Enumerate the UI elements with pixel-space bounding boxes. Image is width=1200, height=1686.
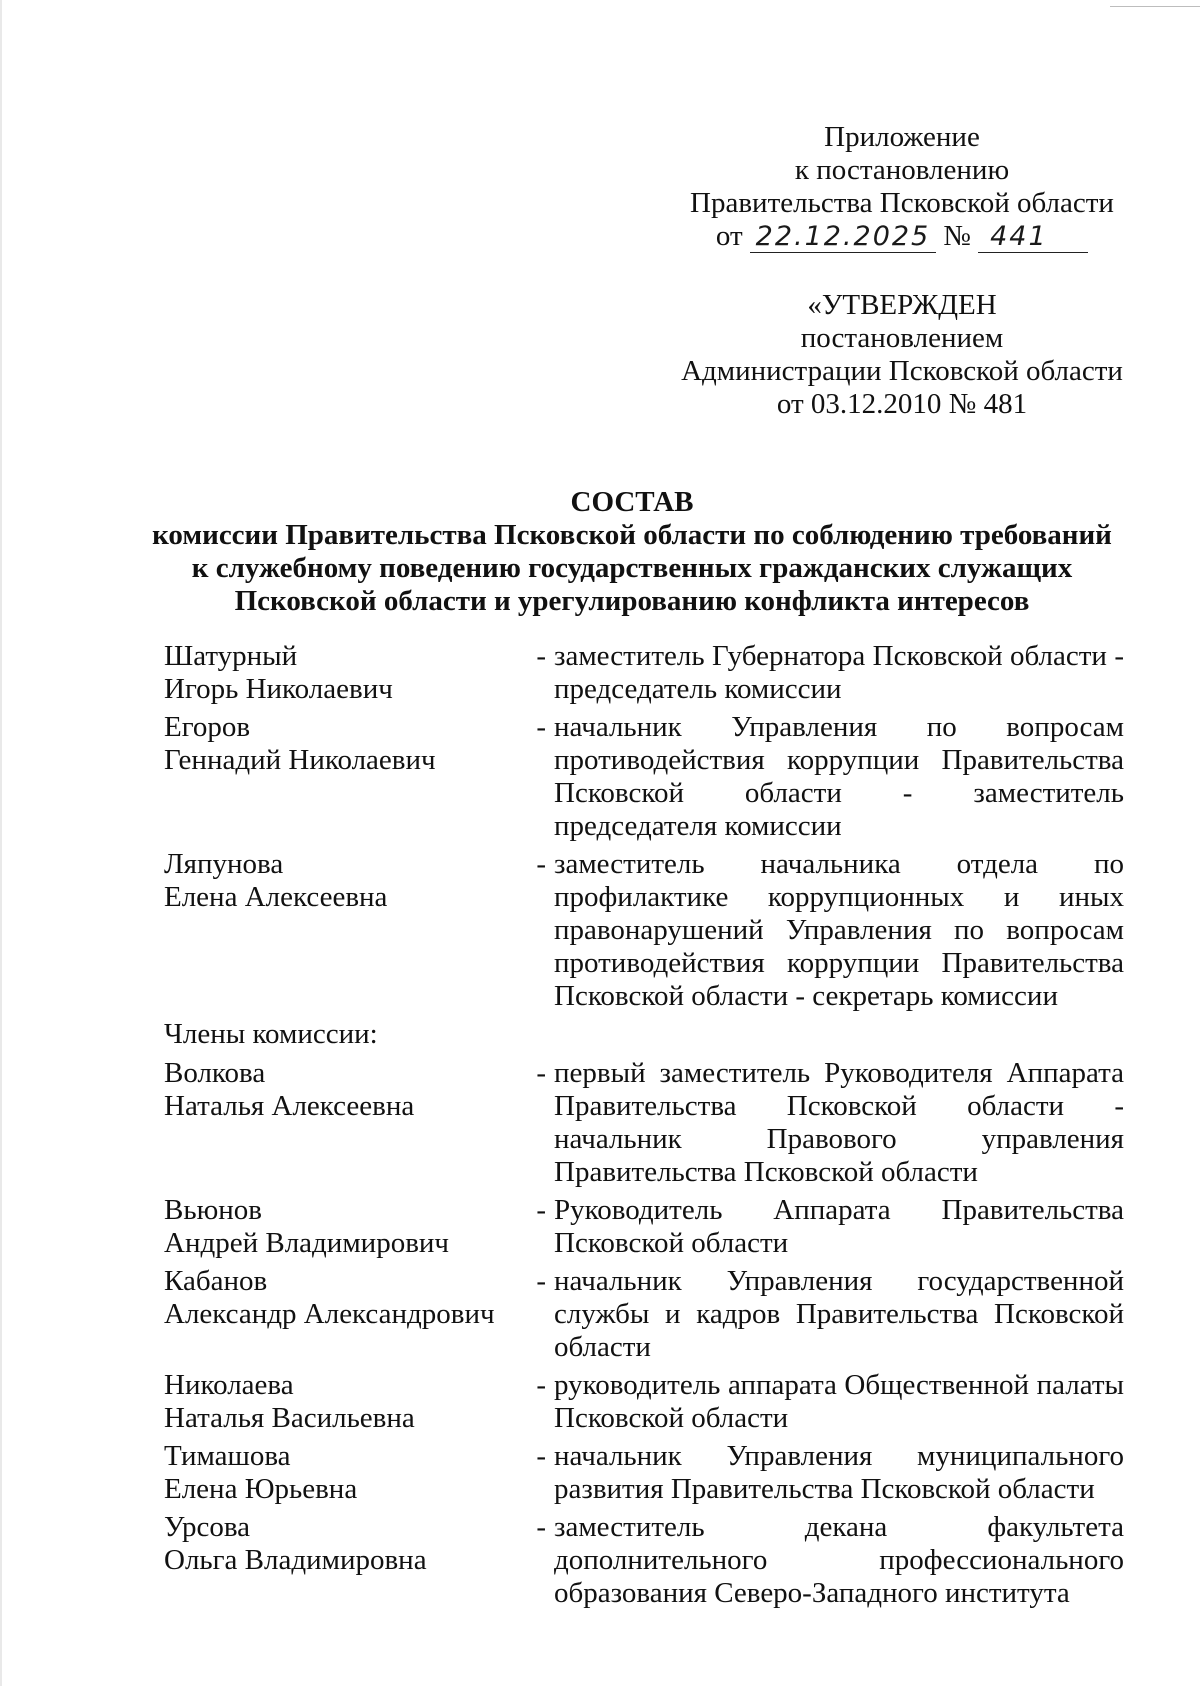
title-line-3: к служебному поведению государственных гражданских служащих [191, 552, 1073, 584]
approved-line-1: «УТВЕРЖДЕН [807, 289, 997, 321]
number-sign: № [943, 220, 971, 252]
person-role: начальник Управления муниципального развития Правительства Псковской области [554, 1440, 1124, 1505]
person-name [164, 1369, 524, 1435]
title-line-1: СОСТАВ [570, 486, 694, 518]
person-surname: Вьюнов [164, 1194, 262, 1226]
appendix-line-2: к постановлению [794, 154, 1010, 186]
commission-roster [164, 640, 1124, 1615]
person-role: Руководитель Аппарата Правительства Псковской области [554, 1194, 1124, 1259]
appendix-decree-line [662, 220, 1142, 260]
entry-dash: - [536, 640, 546, 672]
handwritten-number: 441 [978, 222, 1088, 253]
person-surname: Урсова [164, 1511, 251, 1543]
handwritten-date: 22.12.2025 [750, 222, 936, 253]
roster-entry [164, 848, 1124, 1013]
scan-edge-line [1110, 6, 1200, 7]
person-surname: Егоров [164, 711, 251, 743]
entry-dash: - [536, 1057, 546, 1089]
roster-entry [164, 711, 1124, 843]
person-given-names: Наталья Алексеевна [164, 1090, 415, 1122]
appendix-header [662, 121, 1142, 260]
person-role: начальник Управления государственной службы и кадров Правительства Псковской области [554, 1265, 1124, 1363]
title-line-4: Псковской области и урегулированию конфликта интересов [234, 585, 1030, 617]
person-role: начальник Управления по вопросам противодействия коррупции Правительства Псковской области - заместитель председателя комиссии [554, 711, 1124, 842]
roster-entry [164, 1440, 1124, 1506]
person-role: заместитель начальника отдела по профилактике коррупционных и иных правонарушений Управления по вопросам противодействия коррупции Правительства Псковской области - секретарь комиссии [554, 848, 1124, 1012]
person-given-names: Игорь Николаевич [164, 673, 393, 705]
from-label: от [715, 220, 743, 252]
approval-stamp-text [662, 289, 1142, 421]
person-role: заместитель декана факультета дополнительного профессионального образования Северо-Западного института [554, 1511, 1124, 1609]
person-name [164, 1194, 524, 1260]
person-name [164, 711, 524, 843]
person-role: первый заместитель Руководителя Аппарата Правительства Псковской области - начальник Правового управления Правительства Псковской области [554, 1057, 1124, 1188]
person-given-names: Александр Александрович [164, 1298, 495, 1330]
approved-line-3: Администрации Псковской области [681, 355, 1123, 387]
leadership-list [164, 640, 1124, 1013]
entry-dash: - [536, 1194, 546, 1226]
entry-dash: - [536, 1511, 546, 1543]
person-surname: Кабанов [164, 1265, 268, 1297]
members-list [164, 1057, 1124, 1610]
person-given-names: Елена Юрьевна [164, 1473, 358, 1505]
appendix-line-1: Приложение [824, 121, 980, 153]
person-surname: Ляпунова [164, 848, 284, 880]
roster-entry [164, 1369, 1124, 1435]
person-name [164, 1511, 524, 1610]
entry-dash: - [536, 1369, 546, 1401]
roster-entry [164, 1057, 1124, 1189]
person-name [164, 1057, 524, 1189]
title-line-2: комиссии Правительства Псковской области по соблюдению требований [152, 519, 1112, 551]
roster-entry [164, 1265, 1124, 1364]
roster-entry [164, 640, 1124, 706]
person-role: заместитель Губернатора Псковской области - председатель комиссии [554, 640, 1124, 705]
entry-dash: - [536, 711, 546, 743]
roster-entry [164, 1194, 1124, 1260]
person-given-names: Геннадий Николаевич [164, 744, 436, 776]
entry-dash: - [536, 848, 546, 880]
person-surname: Тимашова [164, 1440, 291, 1472]
document-title [132, 486, 1132, 618]
members-label: Члены комиссии: [164, 1018, 378, 1050]
person-name [164, 1265, 524, 1364]
person-name [164, 1440, 524, 1506]
entry-dash: - [536, 1440, 546, 1472]
person-surname: Шатурный [164, 640, 298, 672]
person-role: руководитель аппарата Общественной палаты Псковской области [554, 1369, 1124, 1434]
approved-line-2: постановлением [800, 322, 1004, 354]
person-name [164, 640, 524, 706]
approved-line-4: от 03.12.2010 № 481 [776, 388, 1028, 420]
person-given-names: Наталья Васильевна [164, 1402, 415, 1434]
appendix-line-3: Правительства Псковской области [690, 187, 1114, 219]
roster-entry [164, 1511, 1124, 1610]
person-given-names: Ольга Владимировна [164, 1544, 427, 1576]
person-name [164, 848, 524, 1013]
entry-dash: - [536, 1265, 546, 1297]
person-surname: Николаева [164, 1369, 294, 1401]
person-surname: Волкова [164, 1057, 266, 1089]
person-given-names: Елена Алексеевна [164, 881, 388, 913]
person-given-names: Андрей Владимирович [164, 1227, 449, 1259]
